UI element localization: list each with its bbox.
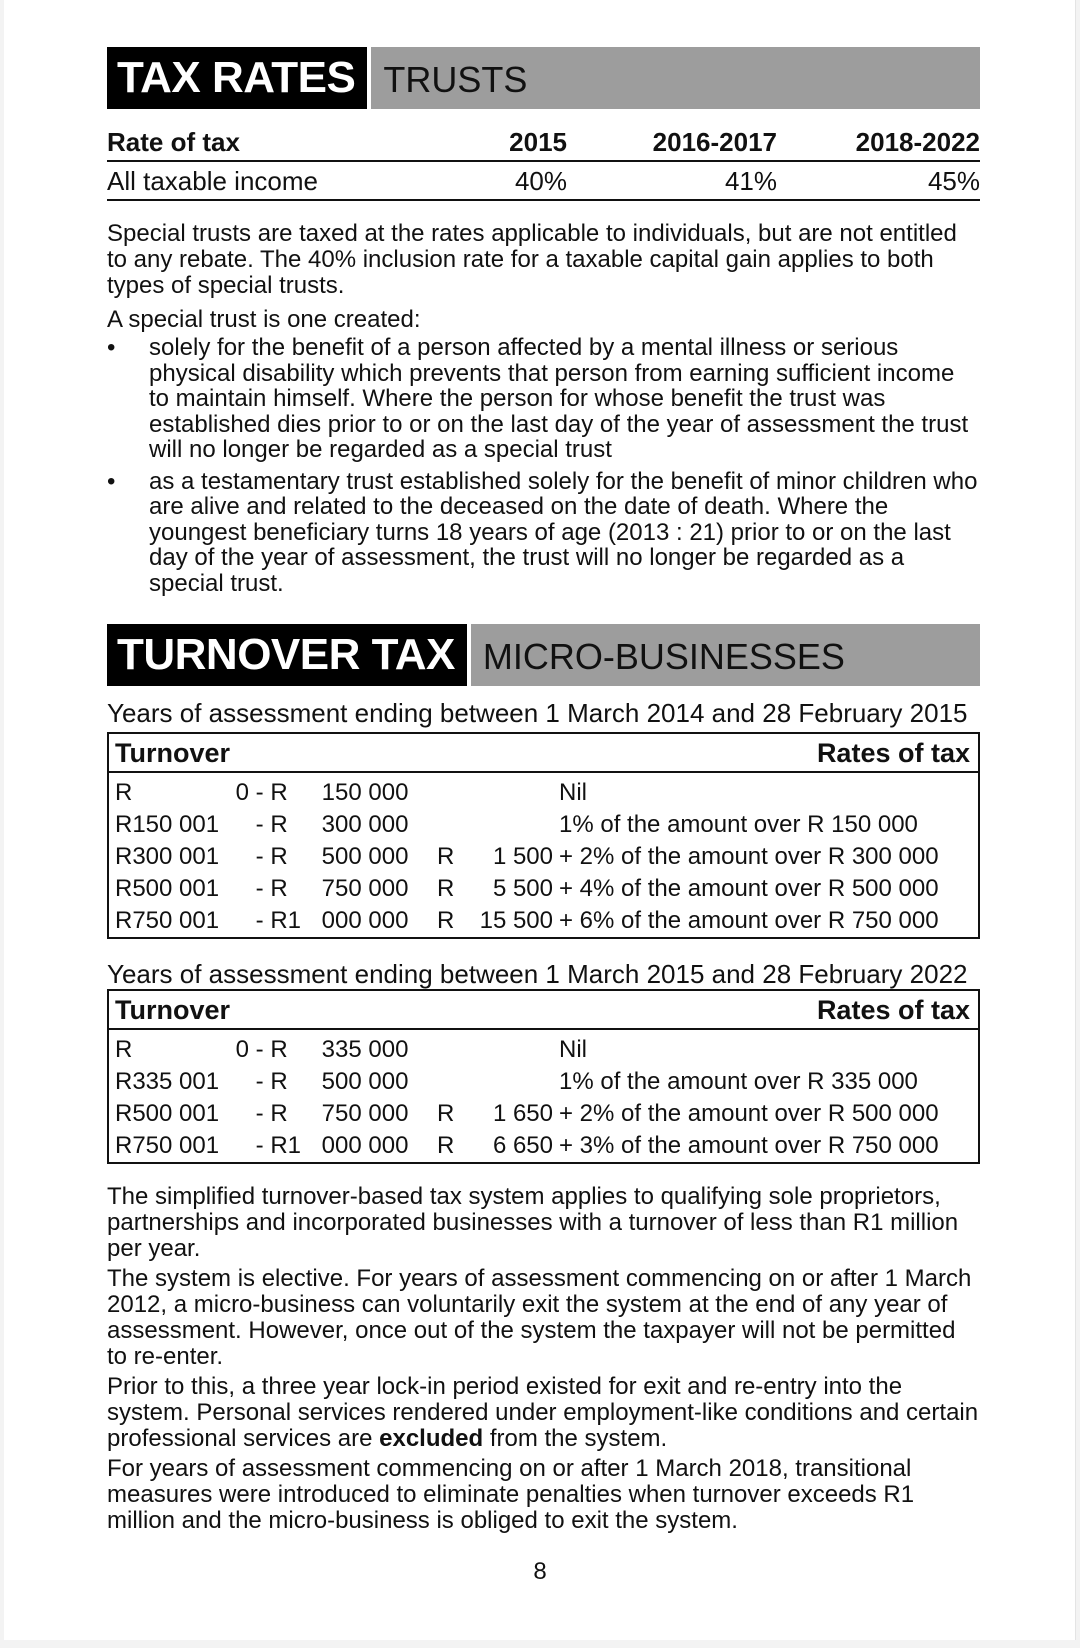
range-separator: - R bbox=[255, 875, 288, 902]
range-from: R750 001 bbox=[115, 907, 220, 934]
range-separator: - R bbox=[255, 811, 288, 838]
base-amount bbox=[473, 809, 559, 841]
trusts-section bbox=[107, 47, 980, 602]
table-row bbox=[107, 161, 980, 200]
table-row bbox=[109, 841, 978, 873]
emphasis-text: excluded bbox=[379, 1425, 484, 1452]
table-row bbox=[109, 1098, 978, 1130]
table-header-row bbox=[109, 991, 978, 1030]
base-amount bbox=[473, 1066, 559, 1098]
row-label: All taxable income bbox=[107, 161, 467, 200]
banner-subtitle: TRUSTS bbox=[371, 47, 980, 109]
range-to: 500 000 bbox=[321, 843, 409, 870]
base-currency: R bbox=[437, 875, 455, 902]
table-header-row bbox=[107, 127, 980, 161]
column-header: Turnover bbox=[115, 995, 231, 1025]
range-separator: - R1 bbox=[255, 907, 302, 934]
range-to: 150 000 bbox=[321, 779, 409, 806]
turnover-paragraph bbox=[107, 1456, 980, 1534]
banner-subtitle: MICRO-BUSINESSES bbox=[471, 624, 980, 686]
range-from-amount: 0 bbox=[235, 779, 249, 806]
special-trust-bullets bbox=[107, 335, 980, 596]
paragraph-text: The simplified turnover-based tax system applies to qualifying sole proprietors, partnerships and incorporated businesses with a turnover of less than R1 million per year. bbox=[107, 1183, 959, 1262]
page-number: 8 bbox=[533, 1558, 547, 1585]
paragraph-text: The system is elective. For years of assessment commencing on or after 1 March 2012, a micro-business can voluntarily exit the system at the end of any year of assessment. However, once out of the system the taxpayer will not be permitted to re-enter. bbox=[107, 1265, 972, 1370]
rate-text: 1% of the amount over R 150 000 bbox=[559, 811, 918, 838]
range-from: R300 001 bbox=[115, 843, 220, 870]
column-header: 2015 bbox=[467, 127, 567, 161]
range-from: R335 001 bbox=[115, 1068, 220, 1095]
table-header-row bbox=[109, 734, 978, 773]
rate-cell: 40% bbox=[467, 161, 567, 200]
rate-text: + 2% of the amount over R 500 000 bbox=[559, 1100, 939, 1127]
rate-text: 1% of the amount over R 335 000 bbox=[559, 1068, 918, 1095]
table-caption: Years of assessment ending between 1 March 2015 and 28 February 2022 bbox=[107, 959, 968, 989]
paragraph-text: Prior to this, a three year lock-in period existed for exit and re-entry into the system. Personal services rendered under employment-like conditions and certain professional services are bbox=[107, 1373, 979, 1452]
rate-cell: 45% bbox=[777, 161, 980, 200]
range-separator: - R1 bbox=[255, 1132, 302, 1159]
table-row bbox=[109, 809, 978, 841]
rate-text: + 2% of the amount over R 300 000 bbox=[559, 843, 939, 870]
turnover-paragraph bbox=[107, 1374, 980, 1452]
base-currency: R bbox=[437, 843, 455, 870]
range-separator: - R bbox=[255, 1100, 288, 1127]
column-header: 2016-2017 bbox=[567, 127, 777, 161]
rate-text: Nil bbox=[559, 1036, 587, 1063]
range-from: R150 001 bbox=[115, 811, 220, 838]
range-to: 000 000 bbox=[321, 1132, 409, 1159]
base-currency bbox=[437, 1066, 473, 1098]
table-row bbox=[109, 873, 978, 905]
bullet-text: as a testamentary trust established solely for the benefit of minor children who are alive and related to the deceased on the date of death. Where the youngest beneficiary turns 18 years of age (2013 : 21) prior to or on the last day of the year of assessment, the trust will no longer be regarded as a special trust. bbox=[149, 467, 978, 597]
range-from: R bbox=[115, 779, 133, 806]
bullet-item bbox=[107, 469, 980, 597]
rate-text: + 3% of the amount over R 750 000 bbox=[559, 1132, 939, 1159]
paragraph-text: For years of assessment commencing on or after 1 March 2018, transitional measures were introduced to eliminate penalties when turnover exceeds R1 million and the micro-business is obliged to exit the system. bbox=[107, 1455, 915, 1534]
base-currency: R bbox=[437, 907, 455, 934]
rate-text: Nil bbox=[559, 779, 587, 806]
turnover-table-2015 bbox=[107, 732, 980, 939]
range-from: R500 001 bbox=[115, 1100, 220, 1127]
tax-rates-banner bbox=[107, 47, 980, 109]
table-row bbox=[109, 1034, 978, 1066]
range-separator: - R bbox=[255, 779, 288, 806]
range-separator: - R bbox=[255, 1068, 288, 1095]
base-amount: 5 500 bbox=[492, 875, 553, 902]
range-to: 750 000 bbox=[321, 875, 409, 902]
intro-paragraph: Special trusts are taxed at the rates applicable to individuals, but are not entitled to any rebate. The 40% inclusion rate for a taxable capital gain applies to both types of special trusts. bbox=[107, 220, 957, 299]
table-caption: Years of assessment ending between 1 March 2014 and 28 February 2015 bbox=[107, 698, 968, 728]
column-header: Turnover bbox=[115, 738, 231, 768]
base-currency bbox=[437, 809, 473, 841]
table-row bbox=[109, 1130, 978, 1162]
definition-lead: A special trust is one created: bbox=[107, 306, 421, 333]
table-row bbox=[109, 1066, 978, 1098]
table-row bbox=[109, 777, 978, 809]
turnover-paragraph bbox=[107, 1184, 980, 1262]
column-header: Rates of tax bbox=[816, 995, 970, 1025]
table-row bbox=[109, 905, 978, 937]
bullet-text: solely for the benefit of a person affected by a mental illness or serious physical disability which prevents that person from earning sufficient income to maintain himself. Where the person for whose benefit the trust was established dies prior to or on the last day of the year of assessment the trust will no longer be regarded as a special trust bbox=[149, 334, 969, 463]
range-from: R bbox=[115, 1036, 133, 1063]
bullet-item bbox=[107, 335, 980, 463]
bullet-icon: • bbox=[107, 467, 116, 495]
range-separator: - R bbox=[255, 1036, 288, 1063]
base-currency: R bbox=[437, 1100, 455, 1127]
rate-cell: 41% bbox=[567, 161, 777, 200]
base-amount: 1 650 bbox=[492, 1100, 553, 1127]
range-separator: - R bbox=[255, 843, 288, 870]
turnover-paragraph bbox=[107, 1266, 980, 1370]
column-header: Rates of tax bbox=[816, 738, 970, 768]
trust-rates-table bbox=[107, 127, 980, 201]
rate-text: + 6% of the amount over R 750 000 bbox=[559, 907, 939, 934]
base-currency bbox=[437, 1034, 473, 1066]
range-to: 500 000 bbox=[321, 1068, 409, 1095]
document-page bbox=[4, 0, 1076, 1640]
turnover-table-2022 bbox=[107, 989, 980, 1164]
range-to: 000 000 bbox=[321, 907, 409, 934]
range-from: R750 001 bbox=[115, 1132, 220, 1159]
range-from-amount: 0 bbox=[235, 1036, 249, 1063]
range-to: 300 000 bbox=[321, 811, 409, 838]
range-from: R500 001 bbox=[115, 875, 220, 902]
base-amount: 15 500 bbox=[479, 907, 553, 934]
rate-text: + 4% of the amount over R 500 000 bbox=[559, 875, 939, 902]
turnover-tax-banner bbox=[107, 624, 980, 686]
banner-title: TAX RATES bbox=[107, 47, 367, 109]
base-amount: 6 650 bbox=[492, 1132, 553, 1159]
turnover-section bbox=[107, 624, 980, 1534]
bullet-icon: • bbox=[107, 334, 116, 361]
base-amount bbox=[473, 1034, 559, 1066]
column-header: 2018-2022 bbox=[777, 127, 980, 161]
range-to: 750 000 bbox=[321, 1100, 409, 1127]
column-header: Rate of tax bbox=[107, 127, 467, 161]
base-amount bbox=[473, 777, 559, 809]
base-currency: R bbox=[437, 1132, 455, 1159]
base-currency bbox=[437, 777, 473, 809]
base-amount: 1 500 bbox=[492, 843, 553, 870]
range-to: 335 000 bbox=[321, 1036, 409, 1063]
banner-title: TURNOVER TAX bbox=[107, 624, 467, 686]
paragraph-text: from the system. bbox=[483, 1425, 668, 1452]
